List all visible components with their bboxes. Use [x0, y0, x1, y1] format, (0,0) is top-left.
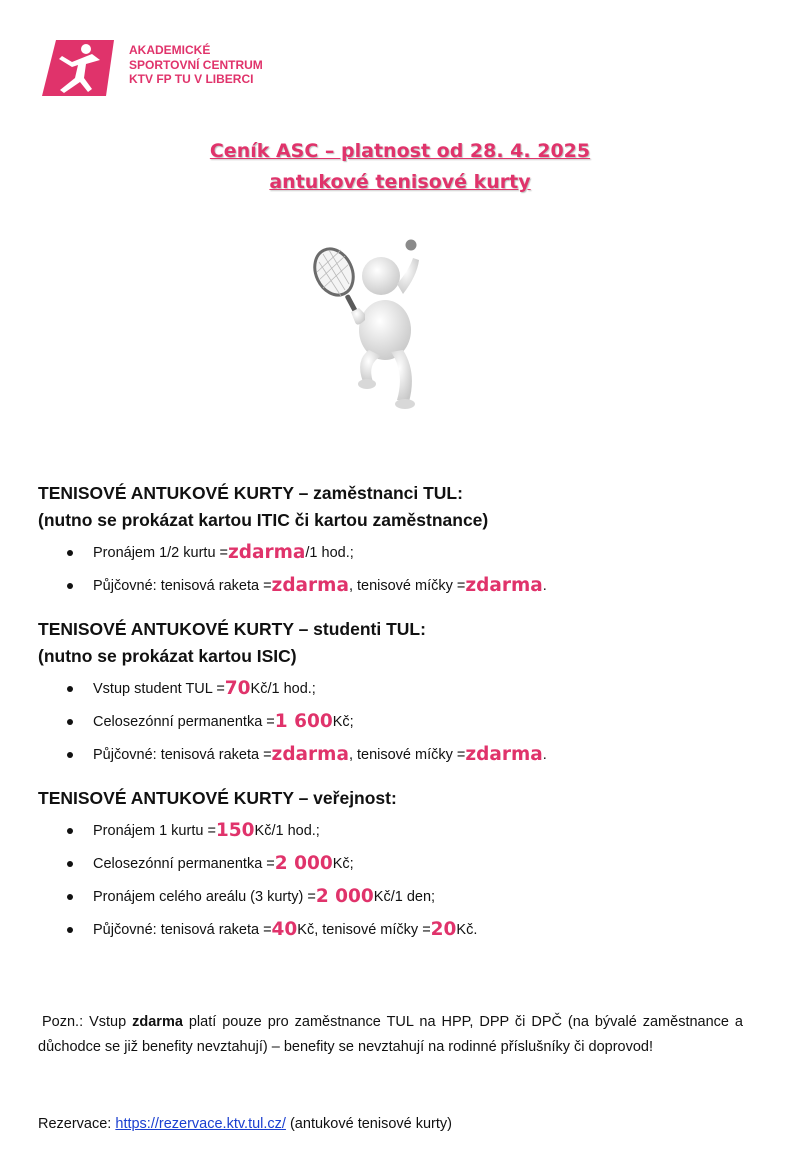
section-employees: [38, 480, 763, 602]
logo: [42, 40, 114, 101]
price-highlight: 70: [224, 677, 251, 699]
price-highlight: zdarma: [465, 743, 543, 765]
price-highlight: 20: [430, 918, 457, 940]
section-subheading: (nutno se prokázat kartou ISIC): [38, 646, 297, 666]
price-highlight: zdarma: [465, 574, 543, 596]
price-highlight: zdarma: [271, 574, 349, 596]
org-line-2: SPORTOVNÍ CENTRUM: [129, 57, 263, 72]
section-students: [38, 616, 763, 771]
price-list: [38, 480, 763, 958]
list-item: Pronájem celého areálu (3 kurty) = 2 000 Kč/1 den;: [38, 880, 763, 913]
title-line-1: Ceník ASC – platnost od 28. 4. 2025: [209, 140, 591, 162]
price-highlight: zdarma: [271, 743, 349, 765]
organization-name: [129, 43, 263, 87]
price-highlight: 2 000: [274, 852, 333, 874]
page-title: [0, 136, 800, 198]
price-highlight: zdarma: [228, 541, 306, 563]
section-heading: TENISOVÉ ANTUKOVÉ KURTY – zaměstnanci TUL:: [38, 483, 463, 503]
list-item: Pronájem 1/2 kurtu = zdarma /1 hod.;: [38, 536, 763, 569]
title-line-2: antukové tenisové kurty: [269, 171, 531, 193]
reservation-link[interactable]: https://rezervace.ktv.tul.cz/: [115, 1116, 286, 1132]
note-paragraph: Pozn.: Vstup zdarma platí pouze pro zaměstnance TUL na HPP, DPP či DPČ (na bývalé zaměstnance a důchodce se již benefity nevztahují) – benefity se nevztahují na rodinné příslušníky či doprovod!: [38, 1014, 744, 1055]
list-item: Půjčovné: tenisová raketa = 40 Kč, tenisové míčky = 20 Kč.: [38, 913, 763, 946]
section-subheading: (nutno se prokázat kartou ITIC či kartou zaměstnance): [38, 510, 489, 530]
list-item: Pronájem 1 kurtu = 150 Kč/1 hod.;: [38, 814, 763, 847]
note-bold: zdarma: [132, 1014, 183, 1030]
price-highlight: 1 600: [274, 710, 333, 732]
athlete-logo-icon: [42, 40, 114, 96]
list-item: Celosezónní permanentka = 1 600 Kč;: [38, 705, 763, 738]
org-line-1: AKADEMICKÉ: [129, 43, 211, 57]
section-heading: TENISOVÉ ANTUKOVÉ KURTY – studenti TUL:: [38, 619, 426, 639]
section-public: [38, 785, 763, 946]
list-item: Půjčovné: tenisová raketa = zdarma , tenisové míčky = zdarma .: [38, 738, 763, 771]
tennis-player-icon: [305, 232, 445, 417]
reservation-suffix: (antukové tenisové kurty): [285, 1116, 452, 1132]
tennis-player-illustration: [305, 232, 445, 422]
reservation-label: Rezervace:: [38, 1116, 116, 1132]
price-highlight: 150: [215, 819, 255, 841]
list-item: Vstup student TUL = 70 Kč/1 hod.;: [38, 672, 763, 705]
list-item: Půjčovné: tenisová raketa = zdarma , tenisové míčky = zdarma .: [38, 569, 763, 602]
reservation-line: [38, 1112, 452, 1137]
list-item: Celosezónní permanentka = 2 000 Kč;: [38, 847, 763, 880]
price-highlight: 2 000: [315, 885, 374, 907]
org-line-3: KTV FP TU V LIBERCI: [129, 72, 254, 86]
price-highlight: 40: [271, 918, 298, 940]
section-heading: TENISOVÉ ANTUKOVÉ KURTY – veřejnost:: [38, 788, 397, 808]
